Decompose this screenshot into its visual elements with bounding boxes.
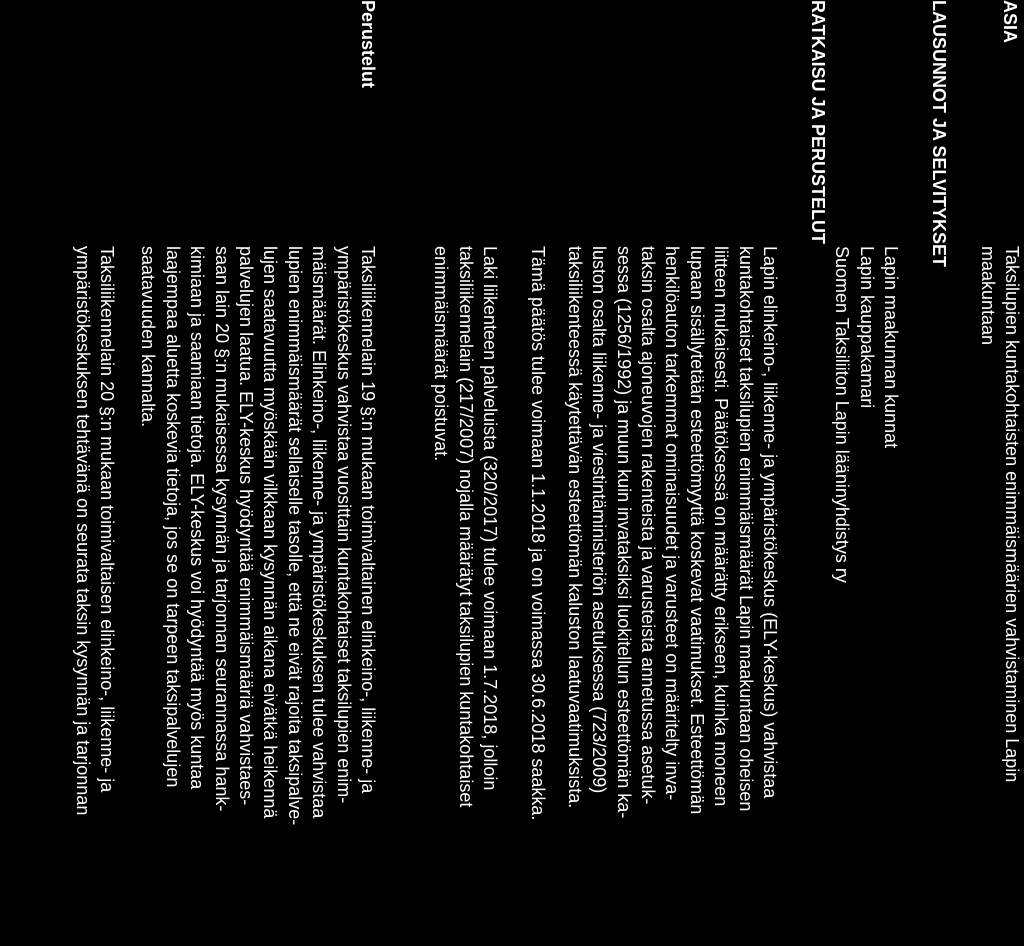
text-line: saatavuuden kannalta.	[138, 246, 159, 428]
text-line: taksin osalta ajoneuvojen rakenteista ja varusteista annetussa asetuk-	[637, 246, 658, 805]
text-line: taksiliikennelain (217/2007) nojalla määrätyt taksilupien kuntakohtaiset	[455, 246, 476, 808]
ratkaisu-paragraph-2	[526, 246, 550, 946]
text-line: henkilöauton tarkemmat ominaisuudet ja varusteet on määritelty inva-	[662, 246, 683, 801]
perustelut-label: Perustelut	[358, 0, 378, 89]
text-line: Taksiliikennelain 19 §:n mukaan toimivaltainen elinkeino-, liikenne- ja	[358, 246, 378, 794]
perustelut-paragraph-1	[136, 246, 380, 946]
text-line: ympäristökeskuksen tehtävänä on seurata taksin kysynnän ja tarjonnan	[72, 246, 93, 816]
lausunnot-heading: LAUSUNNOT JA SELVITYKSET	[929, 0, 949, 268]
asia-subject	[975, 246, 1024, 946]
text-line: lupaan sisällytetään esteettömyyttä koskevat vaatimukset. Esteettömän	[686, 246, 707, 815]
subject-line: maakuntaan	[977, 246, 998, 346]
text-line: kimiaan ja saamiaan tietoja. ELY-keskus voi hyödyntää myös kuntaa	[187, 246, 208, 790]
lausunnot-list	[830, 246, 903, 946]
text-line: Lapin elinkeino-, liikenne- ja ympäristökeskus (ELY-keskus) vahvistaa	[760, 246, 780, 799]
list-item: Lapin maakunnan kunnat	[881, 246, 901, 449]
perustelut-paragraph-2	[70, 246, 119, 946]
ratkaisu-paragraph-1	[562, 246, 782, 946]
text-line: sessa (1256/1992) ja muun kuin invataksiksi luokitellun esteettömän ka-	[613, 246, 634, 819]
text-line: laajempaa aluetta koskevia tietoja, jos se on tarpeen taksipalvelujen	[162, 246, 183, 788]
asia-label: ASIA	[1000, 0, 1020, 44]
list-item: Suomen Taksiliiton Lapin lääninyhdistys ry	[832, 246, 853, 583]
text-line: Laki liikenteen palveluista (320/2017) tulee voimaan 1.7.2018, jolloin	[480, 246, 500, 791]
ratkaisu-heading: RATKAISU JA PERUSTELUT	[808, 0, 828, 245]
text-line: Tämä päätös tulee voimaan 1.1.2018 ja on voimassa 30.6.2018 saakka.	[528, 246, 548, 821]
subject-line: Taksilupien kuntakohtaisten enimmäismäärien vahvistaminen Lapin	[1002, 246, 1022, 783]
text-line: lujen saatavuutta myöskään vilkkaan kysynnän aikana eivätkä heikennä	[260, 246, 281, 819]
text-line: mäismäärät. Elinkeino-, liikenne- ja ympäristökeskuksen tulee vahvistaa	[309, 246, 330, 819]
text-line: saan lain 20 §:n mukaisessa kysynnän ja tarjonnan seurannassa hank-	[211, 246, 232, 812]
text-line: palvelujen laatua. ELY-keskus hyödyntää enimmäismääriä vahvistaes-	[235, 246, 256, 806]
text-line: kuntakohtaiset taksilupien enimmäismäärät Lapin maakuntaan oheisen	[735, 246, 756, 812]
text-line: ympäristökeskus vahvistaa vuosittain kuntakohtaiset taksilupien enim-	[333, 246, 354, 804]
list-item: Lapin kauppakamari	[856, 246, 877, 409]
text-line: enimmäismäärät poistuvat.	[431, 246, 452, 462]
text-line: luston osalta liikenne- ja viestintäministeriön asetuksessa (723/2009)	[589, 246, 610, 794]
ratkaisu-paragraph-3	[429, 246, 502, 946]
text-line: taksiliikenteessä käytettävän esteettömän kaluston laatuvaatimuksista.	[564, 246, 585, 809]
text-line: Taksiliikennelain 20 §:n mukaan toimivaltaisen elinkeino-, liikenne- ja	[97, 246, 117, 793]
text-line: liitteen mukaisesti. Päätöksessä on määrätty erikseen, kuinka moneen	[711, 246, 732, 807]
text-line: lupien enimmäismäärät sellaiselle tasolle, että ne eivät rajoita taksipalve-	[284, 246, 305, 826]
